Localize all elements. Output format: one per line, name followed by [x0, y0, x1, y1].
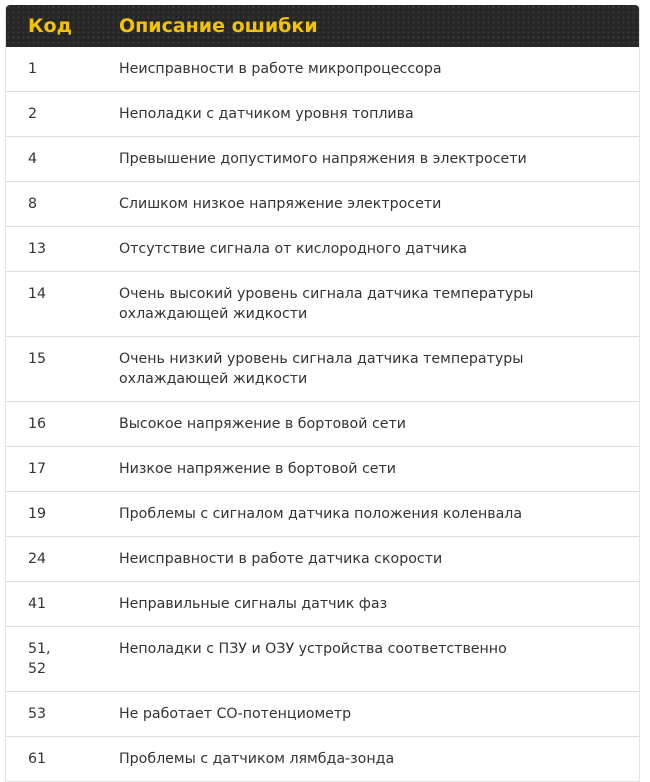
- table-row: [6, 182, 639, 227]
- table-row: [6, 337, 639, 402]
- error-code-cell: 53: [6, 692, 119, 737]
- table-row: [6, 737, 639, 782]
- error-description-cell: Слишком низкое напряжение электросети: [119, 182, 639, 227]
- error-codes-table-container: [5, 5, 640, 782]
- error-description-cell: Неполадки с ПЗУ и ОЗУ устройства соответственно: [119, 627, 639, 692]
- table-row: [6, 537, 639, 582]
- table-row: [6, 492, 639, 537]
- table-header-row: [6, 5, 639, 47]
- table-row: [6, 582, 639, 627]
- error-code-cell: 61: [6, 737, 119, 782]
- table-row: [6, 402, 639, 447]
- error-description-cell: Проблемы с сигналом датчика положения коленвала: [119, 492, 639, 537]
- table-body: [6, 47, 639, 781]
- error-description-cell: Неисправности в работе датчика скорости: [119, 537, 639, 582]
- error-code-cell: 15: [6, 337, 119, 402]
- error-code-cell: 1: [6, 47, 119, 92]
- table-row: [6, 447, 639, 492]
- table-header: [6, 5, 639, 47]
- error-code-cell: 8: [6, 182, 119, 227]
- error-description-cell: Не работает СО-потенциометр: [119, 692, 639, 737]
- table-row: [6, 92, 639, 137]
- error-description-cell: Низкое напряжение в бортовой сети: [119, 447, 639, 492]
- error-description-cell: Очень низкий уровень сигнала датчика температуры охлаждающей жидкости: [119, 337, 639, 402]
- error-description-cell: Проблемы с датчиком лямбда-зонда: [119, 737, 639, 782]
- error-code-cell: 2: [6, 92, 119, 137]
- error-description-cell: Превышение допустимого напряжения в электросети: [119, 137, 639, 182]
- error-description-cell: Отсутствие сигнала от кислородного датчика: [119, 227, 639, 272]
- table-row: [6, 227, 639, 272]
- error-code-cell: 19: [6, 492, 119, 537]
- table-row: [6, 627, 639, 692]
- table-row: [6, 692, 639, 737]
- column-header-code: Код: [28, 15, 72, 37]
- error-description-cell: Неполадки с датчиком уровня топлива: [119, 92, 639, 137]
- table-row: [6, 272, 639, 337]
- error-code-cell: 4: [6, 137, 119, 182]
- table-row: [6, 47, 639, 92]
- error-description-cell: Очень высокий уровень сигнала датчика температуры охлаждающей жидкости: [119, 272, 639, 337]
- table-row: [6, 137, 639, 182]
- error-description-cell: Высокое напряжение в бортовой сети: [119, 402, 639, 447]
- error-code-cell: 41: [6, 582, 119, 627]
- error-code-cell: 17: [6, 447, 119, 492]
- error-code-cell: 51, 52: [6, 627, 119, 692]
- error-code-cell: 13: [6, 227, 119, 272]
- error-code-cell: 24: [6, 537, 119, 582]
- error-description-cell: Неисправности в работе микропроцессора: [119, 47, 639, 92]
- error-code-cell: 16: [6, 402, 119, 447]
- column-header-description: Описание ошибки: [119, 15, 318, 37]
- error-code-cell: 14: [6, 272, 119, 337]
- error-description-cell: Неправильные сигналы датчик фаз: [119, 582, 639, 627]
- error-codes-table: [6, 5, 639, 781]
